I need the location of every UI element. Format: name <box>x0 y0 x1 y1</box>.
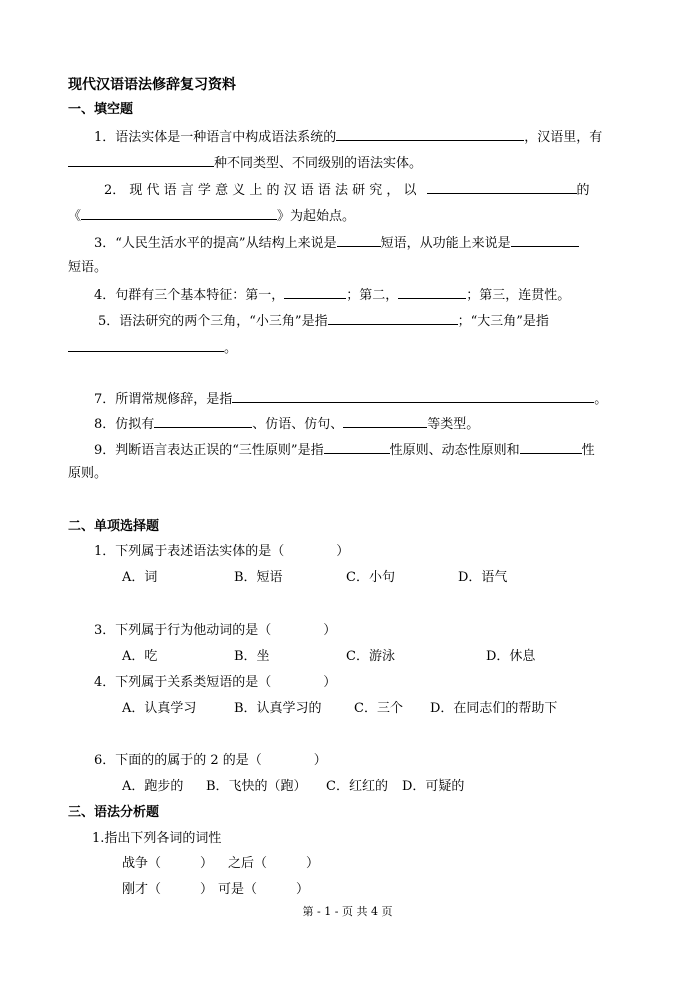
analysis-q1-stem: 1.指出下列各词的词性 <box>92 831 222 846</box>
mc-q6-option-c[interactable]: C．红红的 <box>326 779 388 794</box>
mc-q3-option-b[interactable]: B．坐 <box>234 649 270 664</box>
q1-blank-2[interactable] <box>68 153 214 167</box>
q9-text-b: 性原则、动态性原则和 <box>389 443 520 458</box>
mc-q4-stem: 4．下列属于关系类短语的是（ ） <box>94 675 337 690</box>
q5-line2 <box>68 338 237 358</box>
q3-line1 <box>94 233 579 253</box>
q7-text-b: 。 <box>594 392 608 407</box>
q9-text-c: 性 <box>581 443 595 458</box>
q1-text-b: ，汉语里，有 <box>524 130 603 145</box>
q8-text-c: 等类型。 <box>427 417 480 432</box>
q7-text-a: 7．所谓常规修辞，是指 <box>94 392 233 407</box>
q4-text-c: ；第三，连贯性。 <box>466 288 571 303</box>
q2-text-b: 的 <box>576 183 590 198</box>
q4-line <box>94 285 570 305</box>
mc-q6-option-a[interactable]: A．跑步的 <box>122 779 184 794</box>
q1-blank-1[interactable] <box>336 127 524 141</box>
q5-blank-1[interactable] <box>328 311 458 325</box>
analysis-item-gangcai[interactable]: 刚才（ ） <box>122 882 214 897</box>
mc-q3-option-a[interactable]: A．吃 <box>122 649 158 664</box>
q5-text-b: ；“大三角”是指 <box>457 314 549 329</box>
section-3-heading: 三、语法分析题 <box>68 805 160 820</box>
q3-text-a: 3．“人民生活水平的提高”从结构上来说是 <box>94 236 337 251</box>
q1-line1 <box>94 127 602 147</box>
mc-q6-stem: 6．下面的的属于的 2 的是（ ） <box>94 753 327 768</box>
mc-q3-stem: 3．下列属于行为他动词的是（ ） <box>94 623 337 638</box>
mc-q1-option-d[interactable]: D．语气 <box>458 570 508 585</box>
q5-text-c: 。 <box>224 341 238 356</box>
q2-text-c: 《 <box>68 209 82 224</box>
mc-q4-option-c[interactable]: C．三个 <box>354 701 403 716</box>
mc-q4-option-b[interactable]: B．认真学习的 <box>234 701 322 716</box>
q8-blank-1[interactable] <box>154 414 252 428</box>
q1-line2 <box>68 153 422 173</box>
q7-line <box>94 389 607 409</box>
q2-blank-2[interactable] <box>81 206 277 220</box>
mc-q3-option-c[interactable]: C．游泳 <box>346 649 395 664</box>
q5-text-a: 5．语法研究的两个三角，“小三角”是指 <box>98 314 328 329</box>
q8-text-a: 8．仿拟有 <box>94 417 155 432</box>
mc-q6-option-b[interactable]: B．飞快的（跑） <box>206 779 307 794</box>
mc-q3-option-d[interactable]: D．休息 <box>486 649 536 664</box>
analysis-item-zhanzheng[interactable]: 战争（ ） <box>122 856 214 871</box>
q3-blank-2[interactable] <box>511 233 579 247</box>
q3-line2: 短语。 <box>68 260 108 275</box>
q9-blank-1[interactable] <box>324 440 390 454</box>
mc-q4-option-a[interactable]: A．认真学习 <box>122 701 197 716</box>
q3-blank-1[interactable] <box>337 233 381 247</box>
mc-q1-option-a[interactable]: A．词 <box>122 570 158 585</box>
q5-line1 <box>98 311 549 331</box>
q1-text-a: 1．语法实体是一种语言中构成语法系统的 <box>94 130 337 145</box>
q1-text-c: 种不同类型、不同级别的语法实体。 <box>214 156 423 171</box>
q5-blank-2[interactable] <box>68 338 224 352</box>
q2-text-d: 》为起始点。 <box>277 209 356 224</box>
analysis-item-zhihou[interactable]: 之后（ ） <box>228 856 320 871</box>
page-title: 现代汉语语法修辞复习资料 <box>68 77 236 93</box>
mc-q1-option-b[interactable]: B．短语 <box>234 570 283 585</box>
mc-q1-option-c[interactable]: C．小句 <box>346 570 395 585</box>
q4-text-a: 4．句群有三个基本特征：第一， <box>94 288 285 303</box>
q3-text-b: 短语，从功能上来说是 <box>380 236 511 251</box>
q4-text-b: ；第二， <box>346 288 399 303</box>
mc-q4-option-d[interactable]: D．在同志们的帮助下 <box>430 701 558 716</box>
q4-blank-1[interactable] <box>284 285 346 299</box>
q2-line2 <box>68 206 355 226</box>
page-footer: 第 - 1 - 页 共 4 页 <box>302 905 393 918</box>
q2-text-a: 2． 现 代 语 言 学 意 义 上 的 汉 语 语 法 研 究 ， 以 <box>104 183 417 198</box>
section-2-heading: 二、单项选择题 <box>68 519 160 534</box>
analysis-item-keshi[interactable]: 可是（ ） <box>218 882 310 897</box>
q7-blank[interactable] <box>232 389 594 403</box>
q9-blank-2[interactable] <box>520 440 582 454</box>
q9-line2: 原则。 <box>68 466 108 481</box>
q8-text-b: 、仿语、仿句、 <box>252 417 344 432</box>
q2-blank-1[interactable] <box>427 180 577 194</box>
q8-line <box>94 414 479 434</box>
q4-blank-2[interactable] <box>398 285 466 299</box>
q9-text-a: 9．判断语言表达正误的“三性原则”是指 <box>94 443 324 458</box>
section-1-heading: 一、填空题 <box>68 102 134 117</box>
q9-line1 <box>94 440 595 460</box>
q8-blank-2[interactable] <box>343 414 427 428</box>
mc-q1-stem: 1．下列属于表述语法实体的是（ ） <box>94 544 350 559</box>
q2-line1 <box>104 180 590 200</box>
mc-q6-option-d[interactable]: D．可疑的 <box>402 779 465 794</box>
